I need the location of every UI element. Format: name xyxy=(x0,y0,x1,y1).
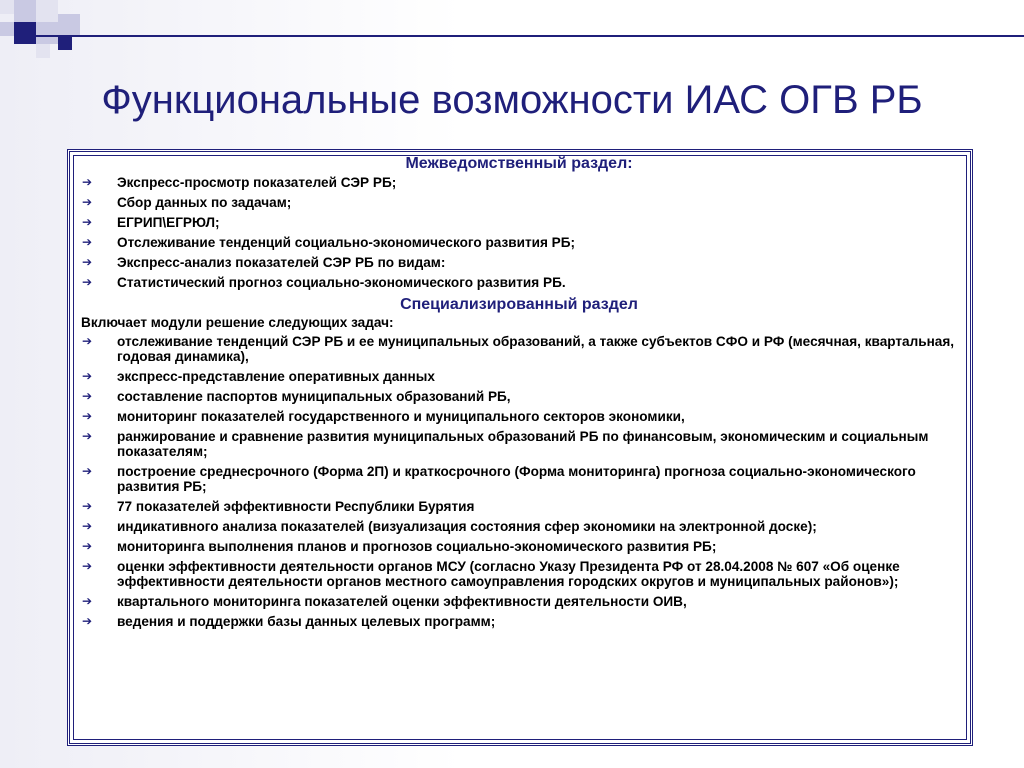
content-frame xyxy=(67,149,973,746)
list-item: ➔ ЕГРИП\ЕГРЮЛ; xyxy=(82,215,220,230)
list-item: ➔ ранжирование и сравнение развития муниципальных образований РБ по финансовым, экономическим и социальным показателям; xyxy=(82,429,929,459)
header-rule xyxy=(14,35,1024,37)
list-item: ➔ отслеживание тенденций СЭР РБ и ее муниципальных образований, а также субъектов СФО и РФ (месячная, квартальная, годовая динамика), xyxy=(82,334,955,364)
list-item: ➔ квартального мониторинга показателей оценки эффективности деятельности ОИВ, xyxy=(82,594,687,609)
arrow-right-icon: ➔ xyxy=(82,614,93,628)
interagency-list xyxy=(76,175,962,290)
arrow-right-icon: ➔ xyxy=(82,464,93,478)
deco-square xyxy=(58,36,72,50)
deco-square xyxy=(0,22,14,36)
arrow-right-icon: ➔ xyxy=(82,594,93,608)
list-item: ➔ индикативного анализа показателей (визуализация состояния сфер экономики на электронной доске); xyxy=(82,519,817,534)
arrow-right-icon: ➔ xyxy=(82,519,93,533)
section-heading-specialized: Специализированный раздел xyxy=(400,296,638,313)
deco-square xyxy=(36,44,50,58)
list-item: ➔ составление паспортов муниципальных образований РБ, xyxy=(82,389,511,404)
arrow-right-icon: ➔ xyxy=(82,175,93,189)
arrow-right-icon: ➔ xyxy=(82,334,93,348)
arrow-right-icon: ➔ xyxy=(82,429,93,443)
list-item: ➔ мониторинг показателей государственного и муниципального секторов экономики, xyxy=(82,409,685,424)
list-item: ➔ Сбор данных по задачам; xyxy=(82,195,292,210)
arrow-right-icon: ➔ xyxy=(82,215,93,229)
deco-square xyxy=(0,0,14,14)
list-item: ➔ Экспресс-просмотр показателей СЭР РБ; xyxy=(82,175,397,190)
list-item: ➔ Статистический прогноз социально-экономического развития РБ. xyxy=(82,275,566,290)
list-item: ➔ мониторинга выполнения планов и прогнозов социально-экономического развития РБ; xyxy=(82,539,717,554)
arrow-right-icon: ➔ xyxy=(82,499,93,513)
deco-square xyxy=(58,14,80,36)
arrow-right-icon: ➔ xyxy=(82,409,93,423)
section-intro: Включает модули решение следующих задач: xyxy=(81,315,394,330)
list-item: ➔ 77 показателей эффективности Республики Бурятия xyxy=(82,499,475,514)
deco-square xyxy=(36,0,58,22)
deco-square xyxy=(36,22,58,44)
list-item: ➔ экспресс-представление оперативных данных xyxy=(82,369,435,384)
specialized-list xyxy=(76,334,962,629)
deco-square xyxy=(14,0,36,22)
list-item: ➔ Экспресс-анализ показателей СЭР РБ по видам: xyxy=(82,255,446,270)
arrow-right-icon: ➔ xyxy=(82,389,93,403)
deco-square xyxy=(14,22,36,44)
arrow-right-icon: ➔ xyxy=(82,369,93,383)
slide-title: Функциональные возможности ИАС ОГВ РБ xyxy=(101,78,923,122)
arrow-right-icon: ➔ xyxy=(82,275,93,289)
arrow-right-icon: ➔ xyxy=(82,235,93,249)
list-item: ➔ Отслеживание тенденций социально-экономического развития РБ; xyxy=(82,235,576,250)
section-heading-interagency: Межведомственный раздел: xyxy=(405,155,633,172)
arrow-right-icon: ➔ xyxy=(82,559,93,573)
list-item: ➔ ведения и поддержки базы данных целевых программ; xyxy=(82,614,496,629)
content-body xyxy=(76,154,962,634)
list-item: ➔ оценки эффективности деятельности органов МСУ (согласно Указу Президента РФ от 28.04.2008 № 607 «Об оценке эффективности деятельности органов местного самоуправления городских округов и муниципальных районов»); xyxy=(82,559,900,589)
arrow-right-icon: ➔ xyxy=(82,195,93,209)
arrow-right-icon: ➔ xyxy=(82,255,93,269)
arrow-right-icon: ➔ xyxy=(82,539,93,553)
list-item: ➔ построение среднесрочного (Форма 2П) и краткосрочного (Форма мониторинга) прогноза социально-экономического развития РБ; xyxy=(82,464,916,494)
